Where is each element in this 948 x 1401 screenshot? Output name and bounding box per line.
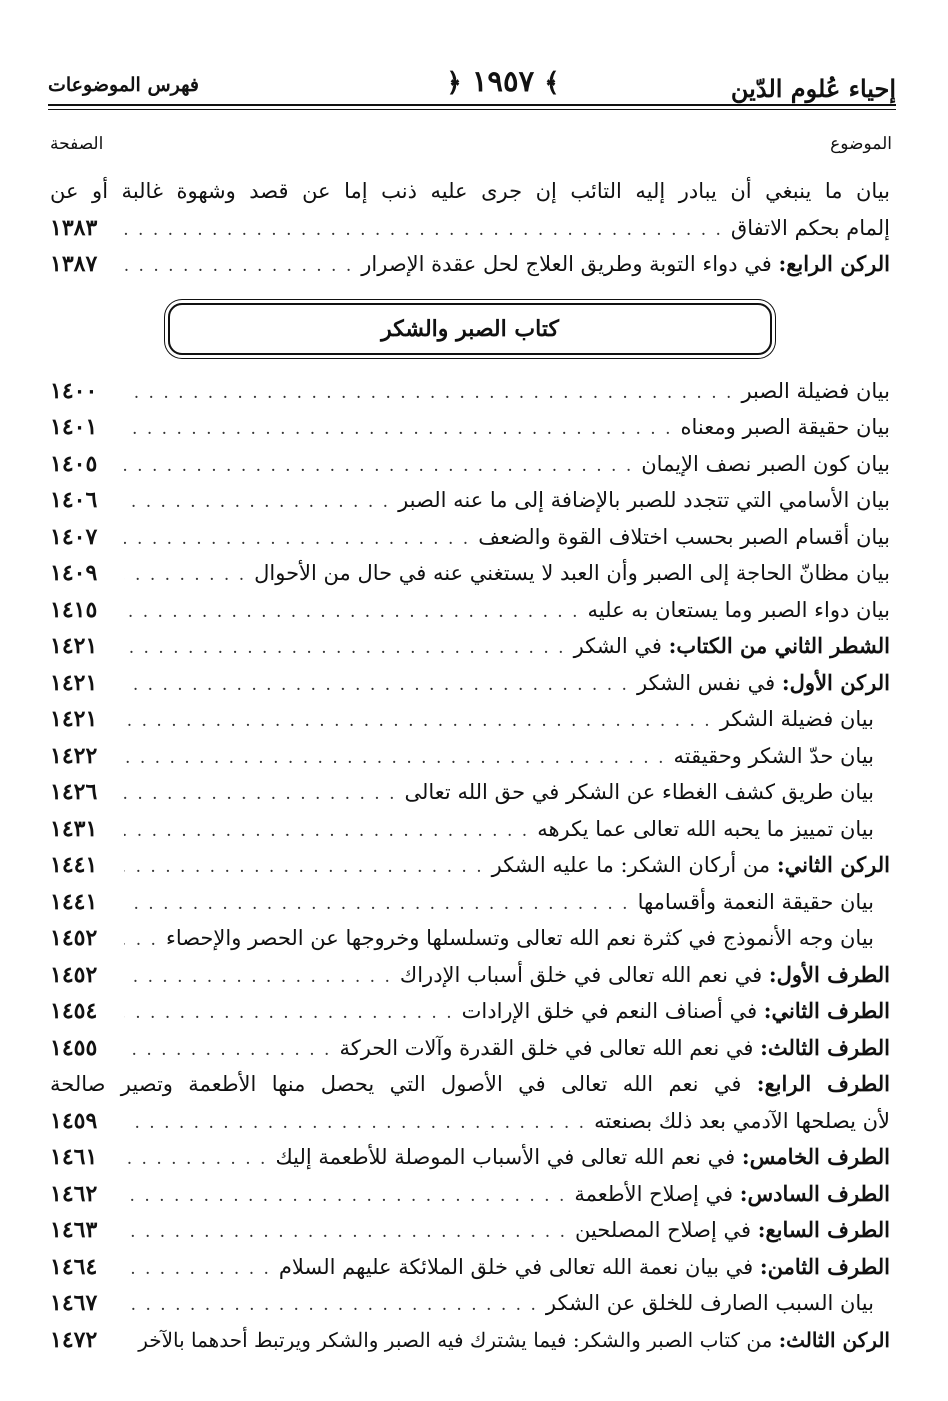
toc-entry-page: ١٤٥٩ <box>50 1107 98 1134</box>
toc-entry-label: الطرف الثاني: <box>763 998 890 1023</box>
toc-entry-page: ١٤٦٤ <box>50 1253 98 1280</box>
toc-entry-page: ١٤٧٢ <box>50 1326 98 1353</box>
ornament-left: ﴿ <box>446 68 462 98</box>
dot-leader <box>124 995 454 1032</box>
toc-entry-text: لأن يصلحها الآدمي بعد ذلك بصنعته <box>594 1108 890 1133</box>
toc-entry-label: الركن الثالث: <box>778 1327 890 1352</box>
dot-leader <box>124 703 712 740</box>
toc-entry-text: بيان طريق كشف الغطاء عن الشكر في حق الله تعالى <box>404 780 874 804</box>
dot-leader <box>124 1287 538 1324</box>
section-title: فهرس الموضوعات <box>48 74 199 96</box>
toc-entry-page: ١٤٠٧ <box>50 523 98 550</box>
toc-entry <box>50 628 890 665</box>
toc-entry-page: ١٤٤١ <box>50 852 98 878</box>
column-topic: الموضوع <box>830 134 892 154</box>
toc-entry-page: ١٤٦٧ <box>50 1290 98 1316</box>
dot-leader <box>124 484 390 521</box>
toc-entry <box>50 920 890 957</box>
dot-leader <box>124 1141 267 1178</box>
toc-entry-page: ١٤٠١ <box>50 414 98 440</box>
dot-leader <box>124 813 529 850</box>
toc-entry-text: بيان الأسامي التي تتجدد للصبر بالإضافة إلى ما عنه الصبر <box>398 488 890 512</box>
toc-entry <box>50 1030 890 1067</box>
toc-entry <box>50 738 890 775</box>
toc-entry-text: في إصلاح المصلحين <box>574 1218 752 1242</box>
dot-leader <box>124 448 633 485</box>
ornament-right: ﴾ <box>544 68 560 98</box>
toc-entry <box>50 774 890 811</box>
toc-entry-text: في نفس الشكر <box>636 670 776 695</box>
toc-entry-page: ١٤٥٢ <box>50 925 98 951</box>
toc-entry-line1 <box>50 1066 890 1103</box>
dot-leader <box>124 1214 567 1251</box>
dot-leader <box>124 1105 586 1142</box>
toc-entry <box>50 1322 890 1359</box>
book-heading: كتاب الصبر والشكر <box>168 303 772 355</box>
toc-entry-page: ١٤٥٥ <box>50 1034 98 1061</box>
toc-entry-text: من أركان الشكر: ما عليه الشكر <box>491 853 771 877</box>
book-heading-area <box>50 283 890 373</box>
toc-entry-label: الطرف السادس: <box>739 1180 890 1206</box>
toc-entry-text: بيان وجه الأنموذج في كثرة نعم الله تعالى وتسلسلها وخروجها عن الحصر والإحصاء <box>165 926 874 950</box>
toc-entry <box>50 884 890 921</box>
dot-leader <box>124 1251 271 1288</box>
header-rule-thin <box>48 109 896 110</box>
toc-entry-page: ١٤٢١ <box>50 633 98 659</box>
toc-entry <box>50 246 890 283</box>
toc-entry-line1-text: في نعم الله تعالى في الأصول التي يحصل منها الأطعمة وتصير صالحة <box>50 1072 742 1096</box>
toc-entry <box>50 847 890 884</box>
dot-leader <box>124 630 566 667</box>
toc-entry <box>50 210 890 247</box>
toc-entry-page: ١٣٨٧ <box>50 251 98 277</box>
toc-entry <box>50 1139 890 1176</box>
toc-entry-text: في نعم الله تعالى في الأسباب الموصلة للأطعمة إليك <box>275 1145 736 1169</box>
dot-leader <box>124 594 580 631</box>
dot-leader <box>124 411 673 448</box>
toc-entry-page: ١٤٢٢ <box>50 742 98 769</box>
toc-entry-text: بيان فضيلة الصبر <box>741 378 890 403</box>
toc-entry <box>50 1249 890 1286</box>
toc-entry-text: بيان دواء الصبر وما يستعان به عليه <box>587 597 890 622</box>
toc-entries <box>50 373 890 1359</box>
toc-entry <box>50 592 890 629</box>
dot-leader <box>124 212 723 249</box>
toc-entry-label: الركن الأول: <box>781 669 890 695</box>
toc-entry <box>50 993 890 1030</box>
toc-entry-page: ١٤٠٠ <box>50 377 98 404</box>
toc-entry <box>50 409 890 446</box>
toc-entry <box>50 1176 890 1213</box>
toc-entry-page: ١٤٦٣ <box>50 1217 98 1243</box>
toc-entry-page: ١٤٦١ <box>50 1144 98 1170</box>
toc-entry <box>50 1285 890 1322</box>
toc-entry <box>50 701 890 738</box>
dot-leader <box>124 922 158 959</box>
dot-leader <box>124 667 629 704</box>
header-rule <box>48 104 896 106</box>
column-headings <box>50 134 892 158</box>
toc-entry <box>50 446 890 483</box>
toc-entry-page: ١٤٠٩ <box>50 560 98 586</box>
toc-entry-label: الطرف الخامس: <box>741 1144 890 1169</box>
toc-entry-text: في إصلاح الأطعمة <box>574 1181 734 1206</box>
dot-leader <box>124 248 353 285</box>
page-number-value: ١٩٥٧ <box>471 64 535 98</box>
toc-entry <box>50 519 890 556</box>
toc-entry-page: ١٤٥٤ <box>50 998 98 1024</box>
toc-entry-text: بيان فضيلة الشكر <box>719 707 874 731</box>
toc-entry-text: بيان أقسام الصبر بحسب اختلاف القوة والضعف <box>478 524 890 549</box>
toc-entry <box>50 373 890 410</box>
toc-entry-text: في دواء التوبة وطريق العلاج لحل عقدة الإصرار <box>361 252 772 276</box>
dot-leader <box>124 1032 331 1069</box>
toc-entry-page: ١٤٢٦ <box>50 779 98 805</box>
toc-entry-label: الركن الثاني: <box>776 852 890 877</box>
toc-entry-text: بيان مظانّ الحاجة إلى الصبر وأن العبد لا يستغني عنه في حال من الأحوال <box>254 561 890 585</box>
toc-entry-label: الطرف الثامن: <box>759 1253 890 1279</box>
dot-leader <box>124 521 470 558</box>
toc-entry-label: الطرف الأول: <box>768 961 890 987</box>
dot-leader <box>124 959 392 996</box>
column-page: الصفحة <box>50 134 104 154</box>
toc-entry-page: ١٤٢١ <box>50 706 98 732</box>
toc-entry <box>50 555 890 592</box>
dot-leader <box>124 1178 566 1215</box>
toc-entry-text: بيان كون الصبر نصف الإيمان <box>641 451 890 476</box>
toc-entry-text: في نعم الله تعالى في خلق القدرة وآلات الحركة <box>339 1035 754 1060</box>
page-number <box>428 64 578 98</box>
toc-entry-text: في بيان نعمة الله تعالى في خلق الملائكة عليهم السلام <box>278 1254 754 1279</box>
toc-entry-text: في الشكر <box>573 634 662 658</box>
toc-entry-label: الطرف الثالث: <box>760 1034 890 1060</box>
toc-entry-page: ١٤٤١ <box>50 888 98 915</box>
toc-entry-page: ١٤٢١ <box>50 669 98 696</box>
dot-leader <box>124 849 484 886</box>
toc-entry <box>50 482 890 519</box>
toc-entry <box>50 957 890 994</box>
toc-entry-page: ١٤٦٢ <box>50 1180 98 1207</box>
dot-leader <box>124 557 246 594</box>
toc-entry-label: الطرف السابع: <box>757 1217 890 1242</box>
toc-entry-text: في أصناف النعم في خلق الإرادات <box>461 999 758 1023</box>
toc-entry <box>50 811 890 848</box>
toc-entry-text: إلمام بحكم الاتفاق <box>730 215 890 240</box>
table-of-contents <box>50 173 890 1358</box>
toc-entry-page: ١٤٣١ <box>50 815 98 842</box>
toc-entry-line1: بيان ما ينبغي أن يبادر إليه التائب إن جرى عليه ذنب إما عن قصد وشهوة غالبة أو عن <box>50 179 890 203</box>
toc-entry <box>50 665 890 702</box>
toc-entry-label: الشطر الثاني من الكتاب: <box>668 633 890 658</box>
toc-entry-text: بيان تمييز ما يحبه الله تعالى عما يكرهه <box>537 816 874 841</box>
toc-entry-page: ١٣٨٣ <box>50 214 98 241</box>
toc-entry-page: ١٤٠٥ <box>50 450 98 477</box>
book-title: إحياء عُلوم الدّين <box>730 74 896 103</box>
toc-entry-text: من كتاب الصبر والشكر: فيما يشترك فيه الصبر والشكر ويرتبط أحدهما بالآخر <box>138 1327 773 1352</box>
dot-leader <box>124 375 733 412</box>
dot-leader <box>124 776 397 813</box>
toc-entry <box>50 1103 890 1140</box>
toc-entry-text: بيان حدّ الشكر وحقيقته <box>673 743 874 768</box>
toc-entry-text: بيان السبب الصارف للخلق عن الشكر <box>545 1291 874 1315</box>
toc-entry-label: الطرف الرابع: <box>756 1071 890 1096</box>
toc-entry <box>50 1212 890 1249</box>
toc-entry-text: بيان حقيقة النعمة وأقسامها <box>637 889 874 914</box>
running-header <box>48 62 896 102</box>
toc-entry-page: ١٤١٥ <box>50 596 98 623</box>
toc-entry-text: بيان حقيقة الصبر ومعناه <box>680 415 890 439</box>
dot-leader <box>124 886 630 923</box>
toc-entry-label: الركن الرابع: <box>778 251 890 276</box>
dot-leader <box>124 740 666 777</box>
toc-entry-page: ١٤٥٢ <box>50 961 98 988</box>
toc-entry-page: ١٤٠٦ <box>50 487 98 513</box>
toc-entry-text: في نعم الله تعالى في خلق أسباب الإدراك <box>399 962 763 987</box>
